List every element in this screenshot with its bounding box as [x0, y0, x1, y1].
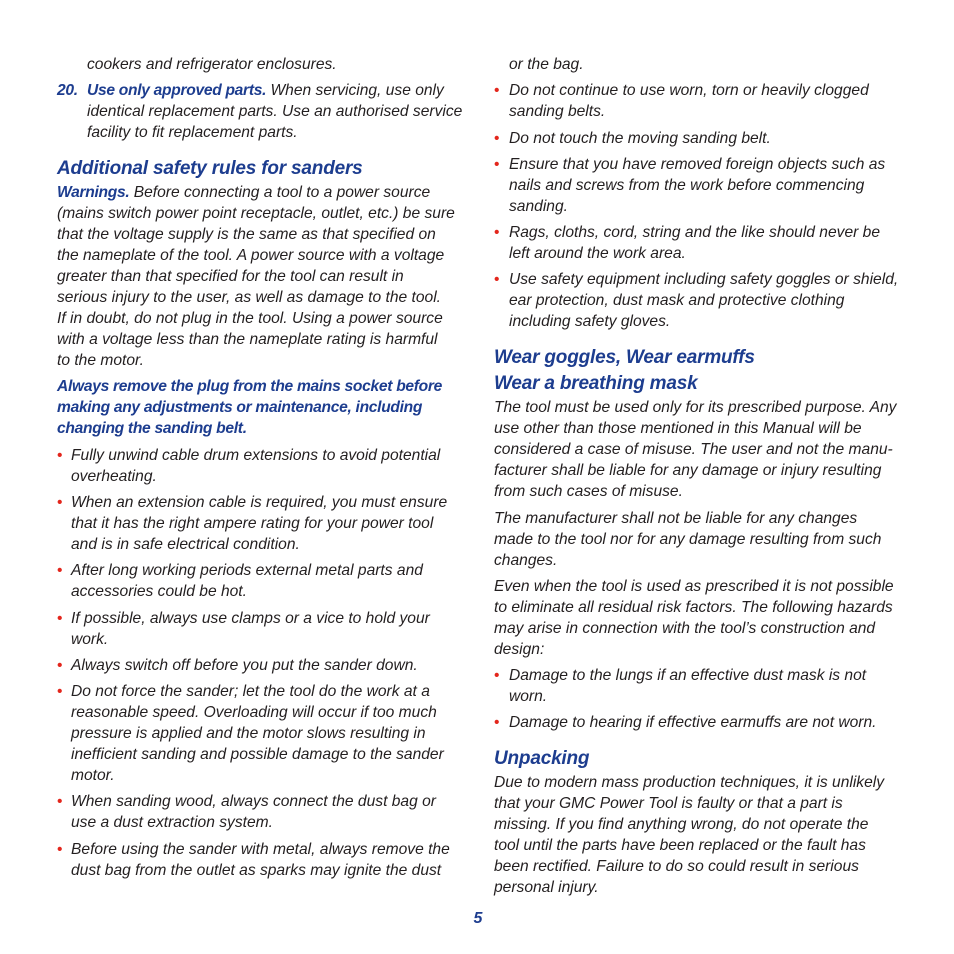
section-title-unpacking: Unpacking — [494, 748, 590, 770]
bullet-text: Do not continue to use worn, torn or heavily clogged sanding belts. — [509, 82, 869, 121]
bullet-marker: • — [57, 840, 63, 858]
bullet-text: When sanding wood, always connect the dust bag or use a dust extraction system. — [71, 793, 436, 832]
hazard-text: Damage to hearing if effective earmuffs are not worn. — [509, 714, 877, 732]
bullet-marker: • — [494, 271, 500, 289]
bullet-marker: • — [57, 493, 63, 511]
bullet-text: Rags, cloths, cord, string and the like should never be left around the work area. — [509, 224, 880, 263]
bullet-marker: • — [494, 129, 500, 147]
body-paragraph: The manufacturer shall not be liable for any changes made to the tool nor for any damage resulting from such changes. — [494, 509, 882, 569]
bullet-marker: • — [494, 155, 500, 173]
bullet-item — [57, 608, 477, 650]
bullet-item — [57, 681, 477, 786]
continuation-text: cookers and refrigerator enclosures. — [87, 56, 337, 73]
bullet-text: Do not force the sander; let the tool do the work at a reasonable speed. Overloading will occur if too much pressure is applied and the motor slows resulting in inefficient sanding and possible damage to the sander motor. — [71, 683, 444, 785]
warnings-text: Before connecting a tool to a power source (mains switch power point receptacle, outlet, etc.) be sure that the voltage supply is the same as that specified on the nameplate of the tool. A power source with a voltage greater than that specified for the tool can result in serious injury to the user, as well as damage to the tool. If in doubt, do not plug in the tool. Using a power source with a voltage less than the nameplate rating is harmful to the motor. — [57, 184, 455, 370]
body-paragraph: The tool must be used only for its prescribed purpose. Any use other than those mentioned in this Manual will be considered a case of misuse. The user and not the manu- facturer shall be liable for any damage or injury resulting from such cases of misuse. — [494, 399, 897, 501]
bullet-item — [494, 269, 939, 332]
continuation-text: or the bag. — [509, 56, 584, 73]
bullet-item — [494, 80, 939, 122]
page-number: 5 — [473, 910, 483, 927]
bullet-text: When an extension cable is required, you must ensure that it has the right ampere rating for your power tool and is in safe electrical condition. — [71, 493, 448, 553]
bullet-item — [57, 791, 477, 833]
bullet-marker: • — [57, 562, 63, 580]
bullet-marker: • — [57, 656, 63, 674]
bullet-item — [57, 839, 477, 881]
warnings-paragraph — [57, 182, 477, 371]
body-paragraph: Even when the tool is used as prescribed it is not possible to eliminate all residual risk factors. The following hazards may arise in connection with the tool’s construction and design: — [494, 577, 894, 658]
item-lead: Use only approved parts. — [87, 82, 267, 100]
item-number: 20. — [57, 82, 78, 100]
item-text: When servicing, use only identical replacement parts. Use an authorised service facility to fit replacement parts. — [87, 82, 463, 142]
bullet-marker: • — [57, 683, 63, 701]
bullet-marker: • — [57, 446, 63, 464]
bullet-text: Always switch off before you put the sander down. — [71, 656, 418, 674]
hazard-text: Damage to the lungs if an effective dust mask is not worn. — [509, 667, 867, 706]
bullet-marker: • — [57, 609, 63, 627]
bullet-item — [494, 128, 939, 149]
unpacking-paragraph: Due to modern mass production techniques, it is unlikely that your GMC Power Tool is faulty or that a part is missing. If you find anything wrong, do not operate the tool until the parts have been replaced or the fault has been rectified. Failure to do so could result in serious personal injury. — [494, 774, 885, 897]
bullet-text: After long working periods external metal parts and accessories could be hot. — [71, 562, 423, 601]
bullet-item — [494, 154, 939, 217]
bullet-marker: • — [494, 82, 500, 100]
bullet-text: Do not touch the moving sanding belt. — [509, 129, 771, 147]
bullet-item — [57, 655, 477, 676]
bullet-item — [57, 445, 477, 487]
bullet-text: Before using the sander with metal, always remove the dust bag from the outlet as sparks may ignite the dust — [71, 840, 450, 879]
bullet-item — [57, 560, 477, 602]
numbered-item-20 — [57, 80, 477, 143]
warnings-lead: Warnings. — [57, 184, 130, 202]
bullet-marker: • — [57, 793, 63, 811]
bullet-text: Fully unwind cable drum extensions to avoid potential overheating. — [71, 446, 441, 485]
bullet-item — [57, 492, 477, 555]
right-column — [494, 54, 939, 904]
bullet-text: Ensure that you have removed foreign objects such as nails and screws from the work before commencing sanding. — [509, 155, 886, 215]
bullet-text: Use safety equipment including safety goggles or shield, ear protection, dust mask and protective clothing including safety gloves. — [509, 271, 899, 331]
hazard-item — [494, 665, 939, 707]
bullet-item — [494, 222, 939, 264]
plug-notice: Always remove the plug from the mains socket before making any adjustments or maintenance, including changing the sanding belt. — [57, 378, 443, 438]
bullet-marker: • — [494, 714, 500, 732]
bullet-text: If possible, always use clamps or a vice to hold your work. — [71, 609, 430, 648]
bullet-marker: • — [494, 667, 500, 685]
section-title-sanders: Additional safety rules for sanders — [57, 158, 363, 180]
section-title-ppe: Wear goggles, Wear earmuffs Wear a breathing mask — [494, 347, 755, 395]
hazard-item — [494, 712, 939, 733]
left-column — [57, 54, 477, 886]
bullet-marker: • — [494, 224, 500, 242]
